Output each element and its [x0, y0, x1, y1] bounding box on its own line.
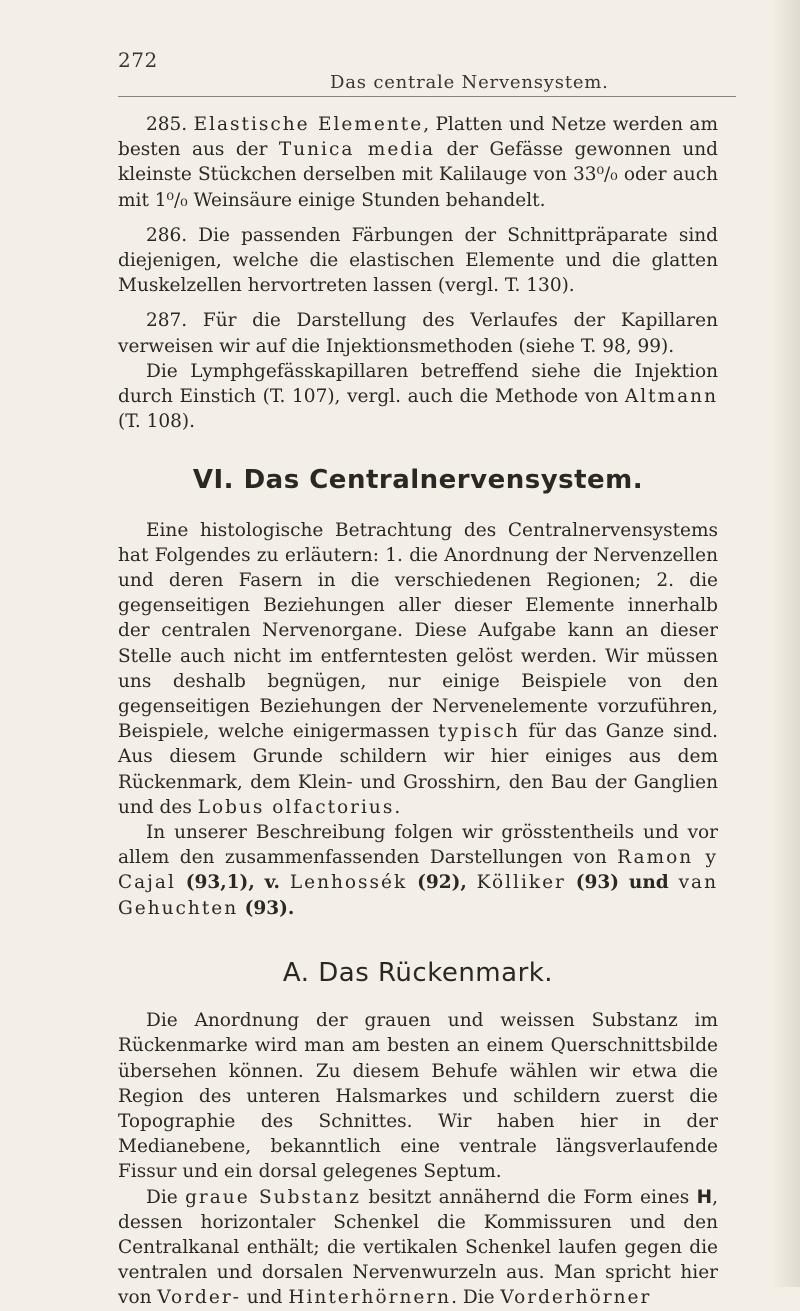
term-graue-substanz: graue Substanz: [185, 1186, 362, 1208]
paragraph-section-2: [118, 1185, 718, 1311]
paragraph-intro-1: [118, 518, 718, 820]
text-span: Die: [146, 1186, 186, 1208]
letter-h: H: [696, 1186, 713, 1208]
text-span: In unserer Beschreibung folgen wir grösstentheils und vor allem den zusammenfassenden Darstellungen von: [118, 822, 718, 869]
term-vorderhoerner: Vorderhörner: [500, 1287, 652, 1309]
running-title: Das centrale Nervensystem.: [330, 72, 609, 93]
citation: (93,1), v.: [175, 872, 290, 894]
text-span: und: [240, 1287, 289, 1309]
paragraph-285: [118, 112, 718, 213]
term-vorder: Vorder-: [157, 1287, 241, 1309]
term-lobus-olfactorius: Lobus olfactorius: [197, 796, 395, 818]
page-edge-shadow: [772, 0, 800, 1287]
author-name: van Gehuchten: [118, 872, 718, 919]
author-name: Altmann: [624, 386, 718, 408]
paragraph-287: 287. Für die Darstellung des Verlaufes der Kapillaren verweisen wir auf die Injektionsmethoden (siehe T. 98, 99).: [118, 310, 718, 357]
text-span: der Gefässe gewonnen und kleinste Stückchen derselben mit Kalilauge von 33⁰/₀ oder auch mit 1⁰/₀ Weinsäure einige Stunden behandelt.: [118, 139, 719, 211]
term-hinterhoerner: Hinterhörnern: [288, 1287, 452, 1309]
paragraph-number: 285.: [146, 114, 188, 135]
text-span: Die Lymphgefässkapillaren betreffend siehe die Injektion durch Einstich (T. 107), vergl. auch die Methode von: [118, 360, 718, 408]
emphasis: typisch: [438, 721, 520, 743]
citation: (93).: [238, 897, 295, 919]
chapter-heading: VI. Das Centralnervensystem.: [192, 465, 644, 496]
header-rule: [118, 96, 736, 97]
text-span: für das Ganze sind. Aus diesem Grunde schildern wir hier einiges aus dem Rückenmark, dem Klein- und Grosshirn, den Bau der Ganglien und des: [118, 721, 718, 818]
term-elastische-elemente: Elastische Elemente: [193, 114, 424, 135]
text-span: Eine histologische Betrachtung des Centralnervensystems hat Folgendes zu erläutern: 1. die Anordnung der Nervenzellen und deren Fasern in die verschiedenen Regionen; 2. die gegenseitigen Beziehungen aller dieser Elemente innerhalb der centralen Nervenorgane. Diese Aufgabe kann an dieser Stelle auch nicht im entferntesten gelöst werden. Wir müssen uns deshalb begnügen, nur einige Beispiele von den gegenseitigen Beziehungen der Nervenelemente vorzuführen, Beispiele, welche einigermassen: [118, 519, 718, 743]
citation: (92),: [407, 872, 477, 894]
text-span: besitzt annähernd die Form eines: [361, 1186, 697, 1208]
text-span: , dessen horizontaler Schenkel die Kommissuren und den Centralkanal enthält; die vertikalen Schenkel laufen gegen die ventralen und dorsalen Nervenwurzeln aus. Man spricht hier von: [118, 1186, 719, 1309]
author-name: Ramon y Cajal: [118, 847, 719, 894]
text-span: . Die: [451, 1287, 501, 1309]
text-span: (T. 108).: [118, 411, 196, 433]
paragraph-section-1: Die Anordnung der grauen und weissen Substanz im Rückenmarke wird man am besten an einem Querschnittsbilde übersehen können. Zu diesem Behufe wählen wir etwa die Region des unteren Halsmarkes und schildern zuerst die Topographie des Schnittes. Wir haben hier in der Medianebene, bekanntlich eine ventrale längsverlaufende Fissur und ein dorsal gelegenes Septum.: [118, 1010, 718, 1183]
citation: (93) und: [565, 872, 679, 894]
author-name: Kölliker: [476, 872, 566, 894]
section-heading: A. Das Rückenmark.: [282, 957, 554, 988]
text-span: .: [394, 796, 401, 818]
page-body: [118, 112, 718, 1311]
text-span: , Platten und Netze werden am besten aus der: [118, 114, 718, 161]
page-number: 272: [118, 48, 158, 72]
term-tunica-media: Tunica media: [278, 139, 436, 161]
page-header: [0, 0, 800, 100]
paragraph-intro-2: [118, 820, 718, 921]
paragraph-286: 286. Die passenden Färbungen der Schnittpräparate sind diejenigen, welche die elastischen Elemente und die glatten Muskelzellen hervortreten lassen (vergl. T. 130).: [118, 224, 718, 297]
author-name: Lenhossék: [289, 872, 408, 894]
paragraph-lymph: [118, 359, 718, 435]
